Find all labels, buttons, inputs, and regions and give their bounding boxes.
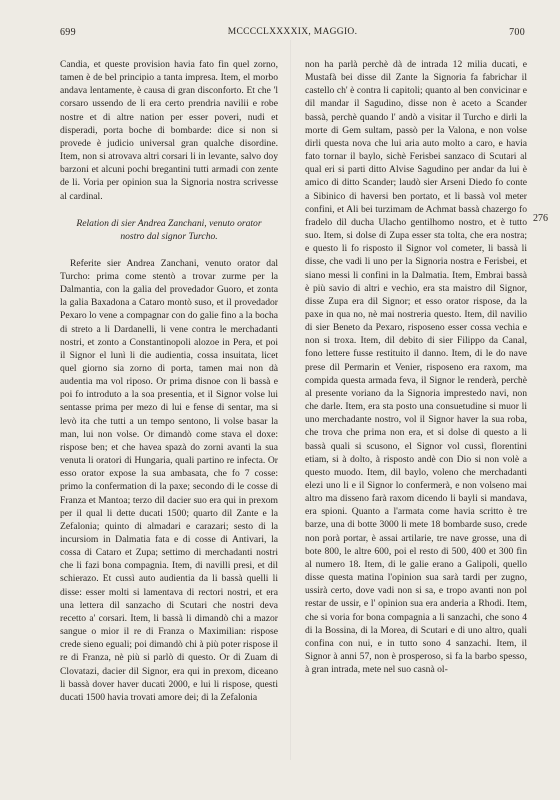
right-column bbox=[305, 58, 527, 676]
left-paragraph-1: Candia, et queste provision havia fato fin quel zorno, tamen è de bel principio a tanta impresa. Item, el morbo andava lentamente, è causa di gran disconforto. Et che 'l corsaro ussendo de li era certo prendria navilii e robe nostre et di altre nation per esser poveri, nudi et disperadi, porta boche di bombarde: dice si non si provede è judicio universal gran qualche disordine. Item, non si atrovava altri corsari li in levante, salvo doy barzoni et alcuni pochi bregantini tutti armadi con zente de li. Voria per opinion sua la Signoria nostra scrivesse al cardinal. bbox=[60, 59, 278, 202]
section-heading: Relation di sier Andrea Zanchani, venuto orator nostro dal signor Turcho. bbox=[76, 217, 262, 242]
left-column bbox=[60, 58, 278, 704]
margin-reference-number: 276 bbox=[533, 213, 548, 224]
running-title: MCCCCLXXXXIX, MAGGIO. bbox=[227, 27, 358, 37]
column-gutter bbox=[290, 40, 291, 760]
left-paragraph-2: Referite sier Andrea Zanchani, venuto orator dal Turcho: prima come stentò a trovar zurme per la Dalmantia, con la galia del provedador Guoro, et zonta la galia Baxadona a Cataro montò suso, et il provedador Pexaro lo vene a compagnar con do galie fino a la bocha di streto a li Dardanelli, li vene contra le merchadanti nostri, et zonto a Constantinopoli alozoe in Pera, et poi il Signor el lunì li die audientia, cossa insuitata, licet quel giorno sia zorno di porta, tamen mai non dà audentia ma vol riposo. Or prima disnoe con li bassà e poi fo introduto a la soa presentia, et il Signor volse lui sentasse prima per mezo di lui e fense di sentar, ma si levò ita che tutti a un tempo sentono, li volse basar la man, lui non volse. Or dimandò come stava el doxe: rispose ben; et che havea spazà do zorni avanti la sua venuta li oratori di Hungaria, quali partino re infecta. Or esso orator expose la sua ambasata, che fo 7 cosse: primo la confermation di la paxe; secondo di le cosse di Franza et Mantoa; terzo dil dacier suo era qui in prexom per il qual li dette ducati 1500; quarto dil Zante e la Zefalonia; quinto di almadari e carazari; sesto di la incursiom in Dalmatia fata e di cosse di Antivari, la cossa di Cataro et Zupa; settimo di merchadanti nostri che li fazi bona compagnia. Item, di navilli presi, et dil schierazo. Et cussì auto audientia da li bassà quelli li disse: esser molti si lamentava di rectori nostri, et era una lettera dil sanzacho di Scutari che nostri deva recetto a' corsari. Item, li bassà li dimandò chi a mazor sangue o mior il re di Franza o Maximilian: rispose crede sieno eguali; poi dimandò chi à più poter rispose il re di Franza, nè più si parlò di questo. Or di Zuam di Clovatazi, dacier dil Signor, era qui in prexom, diceano li bassà dover haver ducati 2000, e lui li rispose, questi ducati 1500 havia trovati amore dei; di la Zefalonia bbox=[60, 257, 278, 703]
right-paragraph-1: non ha parlà perchè dà de intrada 12 milia ducati, e Mustafà bei disse dil Zante la Signoria fa fabrichar il castello ch' è contra li capitoli; quanto al ben convicinar e dil mandar il Sagudino, disse non è aceto a Scander bassà, perchè quando l' andò a visitar il Turcho e dirli la morte di Gem sultam, passò per la Valona, e non volse dirli questa nova che lui aria auto molto a caro, e havia fato tornar il baylo, sichè Ferisbei sanzaco di Scutari al qual eri si parti ditto Alvise Sagudino per andar da lui è amico di ditto Scander; laudò sier Arseni Diedo fo conte a Sibinico di haversi ben portato, et li bassà vol meter confini, et Ali bei turzimam de Achmat bassà chazergo fo fradelo dil ducha Ulacho gentilhomo nostro, et è tutto suo. Item, si dolse di Zupa esser sta tolta, che era nostra; e questo li fo risposto il Signor vol cometer, li bassà li disse, che vadi li uno per la Signoria nostra e Ferisbei, et siano messi li confini in la Dalmatia. Item, Embrai bassà è più savio di altri e vechio, era sta maistro dil Signor, disse Zupa era dil Signor; et esso orator rispose, da la paxe in qua no, nè mai nostreria questo. Item, dil navilio di sier Beneto da Pexaro, risposeno esser cossa vechia e non si troxa. Item, dil debito di sier Filippo da Canal, fono lettere fusse restituito il danno. Item, di le do nave prese dil Permarin et Venier, risposeno era raxom, ma compida questa armada feva, il Signor le renderà, perchè al presente voriano da la Signoria imprestedo navi, non che darle. Item, era sta posto una consuetudine si muor li uno merchadante nostro, vol il Signor haver la sua roba, che trova che prima non era, et si dolse di questo a li bassà quali si scusono, el Signor vol cussì, florentini etiam, si à dolto, à risposto andè con Dio si non volè a questo muodo. Item, dil baylo, voleno che merchadanti elezi uno li e il Signor lo confermerà, e non volseno mai altro ma disseno farà raxom dicendo li bayli si mandava, era spioni. Quanto a l'armata come havia scritto è tre barze, una di botte 3000 li mete 18 bombarde suso, crede non porà portar, è assai artilarie, tre nave grosse, una di bote 800, le altre 600, poi el resto di 500, 400 et 300 fin al numero 18. Item, di le galie erano a Galipoli, quello disse questa matina l'opinion sua sarà tardi per zugno, ussirà certo, dove vadi non si sa, e tropo avanti non pol restar de ussir, e l' opinion sua era anderia a Rhodi. Item, che si voria for bona compagnia a li sanzachi, che sono 4 di la Bossina, di la Morea, di Scutari e di uno altro, quali confina con nui, e in tutto sono 4 sanzachi. Item, il Signor à anni 57, non è prosperoso, si fa la barbo spesso, à gran intrada, mete nel suo casnà ol- bbox=[305, 59, 527, 676]
page-number-left: 699 bbox=[60, 27, 76, 38]
page-number-right: 700 bbox=[509, 27, 525, 38]
running-header bbox=[60, 27, 525, 41]
